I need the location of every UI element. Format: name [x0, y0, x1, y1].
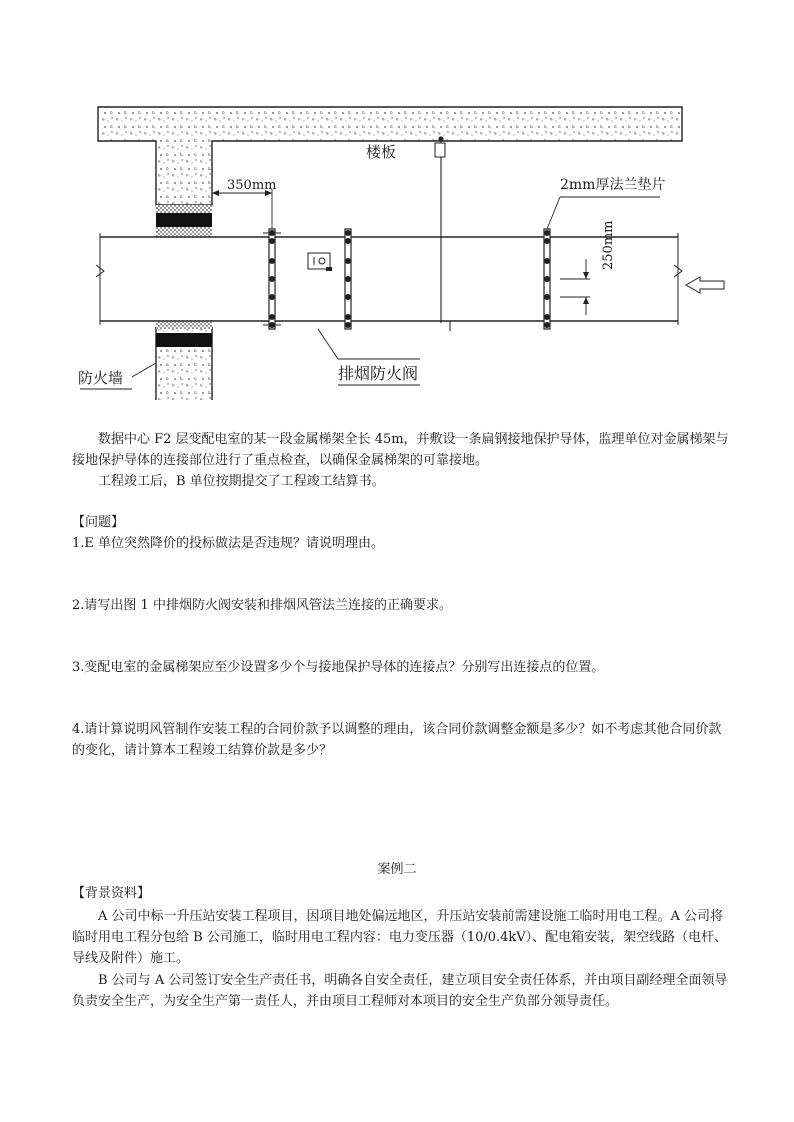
- case2-paragraph-2: B 公司与 A 公司签订安全生产责任书，明确各自安全责任，建立项目安全责任体系，并由项目副经理全面领导负责安全生产，为安全生产第一责任人，并由项目工程师对本项目的安全生产负部分领导责任。: [72, 973, 728, 1009]
- label-floor-slab: 楼板: [366, 143, 397, 161]
- question-3: 3.变配电室的金属梯架应至少设置多少个与接地保护导体的连接点？分别写出连接点的位置。: [72, 660, 605, 675]
- flange-left: [263, 229, 281, 329]
- damper-leader: [318, 329, 338, 359]
- label-250mm: 250mm: [601, 220, 616, 270]
- question-1: 1.E 单位突然降价的投标做法是否违规？请说明理由。: [72, 536, 385, 551]
- flange-right: [345, 229, 351, 329]
- label-gasket: 2mm厚法兰垫片: [560, 177, 666, 193]
- wall-seal-bottom-fill: [156, 321, 212, 329]
- questions-heading: 【问题】: [72, 515, 125, 530]
- case2-paragraph-1: A 公司中标一升压站安装工程项目，因项目地处偏远地区，升压站安装前需建设施工临时用电工程。A 公司将临时用电工程分包给 B 公司施工，临时用电工程内容：电力变压器（10/0.4kV）、配电箱安装，架空线路（电杆、导线及附件）施工。: [72, 909, 728, 966]
- wall-seal-top-band: [156, 213, 212, 227]
- case2-background-heading: 【背景资料】: [72, 886, 151, 901]
- label-firewall: 防火墙: [78, 369, 124, 387]
- label-damper: 排烟防火阀: [338, 364, 419, 383]
- wall-seal-top-fill: [156, 205, 212, 213]
- wall-seal-bottom-band: [156, 333, 212, 347]
- airflow-arrow: [686, 277, 724, 293]
- body-paragraph-1: 数据中心 F2 层变配电室的某一段金属梯架全长 45m，并敷设一条扁钢接地保护导体，监理单位对金属梯架与接地保护导体的连接部位进行了重点检查，以确保金属梯架的可靠接地。: [72, 432, 729, 468]
- damper-actuator: [308, 253, 332, 271]
- smoke-exhaust-duct: [96, 233, 682, 325]
- installation-diagram: [60, 95, 760, 400]
- body-paragraph-2: 工程竣工后，B 单位按期提交了工程竣工结算书。: [98, 474, 385, 489]
- case2-title: 案例二: [377, 862, 417, 877]
- wall-seal-top-fill2: [156, 227, 212, 237]
- label-350mm: 350mm: [227, 178, 277, 193]
- dimension-250: [560, 259, 590, 315]
- damper-hanger: [435, 136, 450, 331]
- gasket-leader: [547, 197, 560, 229]
- firewall-leader: [132, 363, 156, 377]
- flange-gasket-joint: [544, 229, 550, 329]
- question-4: 4.请计算说明风管制作安装工程的合同价款予以调整的理由，该合同价款调整金额是多少？如不考虑其他合同价款的变化，请计算本工程竣工结算价款是多少？: [72, 722, 722, 758]
- question-2: 2.请写出图 1 中排烟防火阀安装和排烟风管法兰连接的正确要求。: [72, 598, 452, 613]
